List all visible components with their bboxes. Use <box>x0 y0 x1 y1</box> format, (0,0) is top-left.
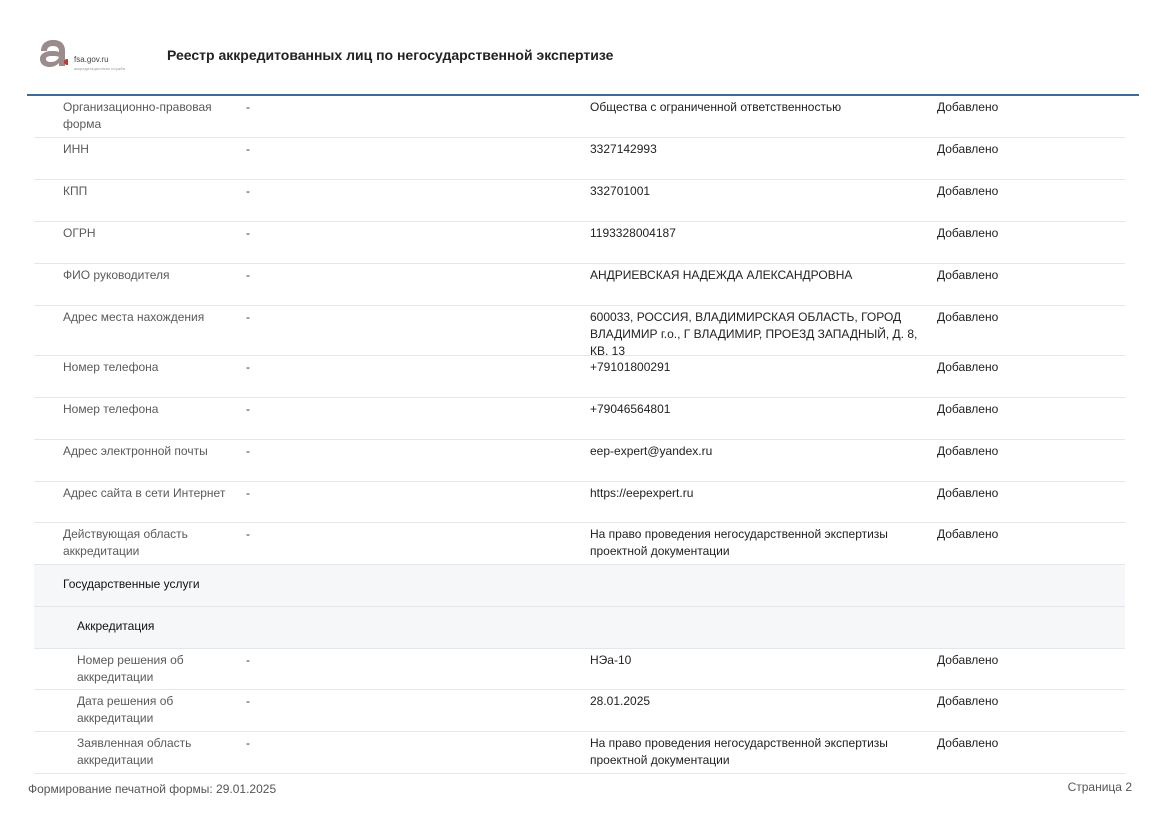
section-label-state-services: Государственные услуги <box>63 577 200 591</box>
fsa-logo-icon <box>38 38 68 68</box>
table-row <box>34 180 1125 222</box>
row-new-value: 3327142993 <box>590 142 657 156</box>
row-old-value: - <box>246 226 250 240</box>
row-old-value: - <box>246 444 250 458</box>
logo-text: fsa.gov.ru <box>74 55 109 64</box>
table-row <box>34 649 1125 690</box>
table-row <box>34 523 1125 565</box>
changes-table <box>34 96 1125 774</box>
row-new-value: https://eepexpert.ru <box>590 486 694 500</box>
row-old-value: - <box>246 736 250 750</box>
row-status: Добавлено <box>937 527 999 541</box>
row-old-value: - <box>246 360 250 374</box>
row-status: Добавлено <box>937 653 999 667</box>
row-status: Добавлено <box>937 736 999 750</box>
table-row <box>34 306 1125 356</box>
subsection-header-row <box>34 607 1125 649</box>
row-label: Номер телефона <box>63 360 159 374</box>
row-status: Добавлено <box>937 402 999 416</box>
row-old-value: - <box>246 100 250 114</box>
row-status: Добавлено <box>937 360 999 374</box>
table-row <box>34 690 1125 732</box>
row-status: Добавлено <box>937 184 999 198</box>
row-new-value: 332701001 <box>590 184 651 198</box>
table-row <box>34 222 1125 264</box>
table-row <box>34 732 1125 774</box>
table-row <box>34 264 1125 306</box>
row-label: ИНН <box>63 142 89 156</box>
row-status: Добавлено <box>937 268 999 282</box>
subsection-label-accreditation: Аккредитация <box>77 619 155 633</box>
row-new-value: +79046564801 <box>590 402 671 416</box>
document-title: Реестр аккредитованных лиц по негосударственной экспертизе <box>167 47 614 63</box>
row-new-value: 600033, РОССИЯ, ВЛАДИМИРСКАЯ ОБЛАСТЬ, ГОРОД ВЛАДИМИР г.о., Г ВЛАДИМИР, ПРОЕЗД ЗАПАДНЫЙ, Д. 8, КВ. 13 <box>590 310 918 358</box>
row-old-value: - <box>246 527 250 541</box>
row-label: Организационно-правовая форма <box>63 100 212 131</box>
row-new-value: Общества с ограниченной ответственностью <box>590 100 842 114</box>
row-label: Заявленная область аккредитации <box>77 736 192 767</box>
row-old-value: - <box>246 486 250 500</box>
row-label: КПП <box>63 184 88 198</box>
row-label: Номер решения об аккредитации <box>77 653 184 684</box>
table-row <box>34 398 1125 440</box>
row-label: Адрес сайта в сети Интернет <box>63 486 226 500</box>
table-row <box>34 440 1125 482</box>
row-label: Адрес места нахождения <box>63 310 205 324</box>
row-label: Дата решения об аккредитации <box>77 694 174 725</box>
row-old-value: - <box>246 694 250 708</box>
row-status: Добавлено <box>937 486 999 500</box>
row-new-value: НЭа-10 <box>590 653 632 667</box>
row-new-value: 1193328004187 <box>590 226 676 240</box>
row-status: Добавлено <box>937 310 999 324</box>
fsa-logo <box>38 38 148 74</box>
row-label: Адрес электронной почты <box>63 444 208 458</box>
page-number: Страница 2 <box>1067 780 1132 794</box>
table-row <box>34 482 1125 523</box>
row-status: Добавлено <box>937 694 999 708</box>
row-old-value: - <box>246 268 250 282</box>
row-label: Номер телефона <box>63 402 159 416</box>
print-date: Формирование печатной формы: 29.01.2025 <box>28 782 277 796</box>
row-status: Добавлено <box>937 142 999 156</box>
row-status: Добавлено <box>937 444 999 458</box>
row-new-value: +79101800291 <box>590 360 671 374</box>
row-new-value: 28.01.2025 <box>590 694 651 708</box>
row-status: Добавлено <box>937 100 999 114</box>
row-label: Действующая область аккредитации <box>63 527 188 558</box>
row-new-value: eep-expert@yandex.ru <box>590 444 713 458</box>
table-row <box>34 356 1125 398</box>
row-label: ФИО руководителя <box>63 268 170 282</box>
table-row <box>34 138 1125 180</box>
row-old-value: - <box>246 310 250 324</box>
row-old-value: - <box>246 402 250 416</box>
row-old-value: - <box>246 653 250 667</box>
row-status: Добавлено <box>937 226 999 240</box>
logo-subtext: аккредитационная служба <box>74 66 126 71</box>
row-new-value: АНДРИЕВСКАЯ НАДЕЖДА АЛЕКСАНДРОВНА <box>590 268 853 282</box>
section-header-row <box>34 565 1125 607</box>
row-new-value: На право проведения негосударственной экспертизы проектной документации <box>590 736 888 767</box>
row-new-value: На право проведения негосударственной экспертизы проектной документации <box>590 527 888 558</box>
row-old-value: - <box>246 142 250 156</box>
table-row <box>34 96 1125 138</box>
row-label: ОГРН <box>63 226 96 240</box>
row-old-value: - <box>246 184 250 198</box>
